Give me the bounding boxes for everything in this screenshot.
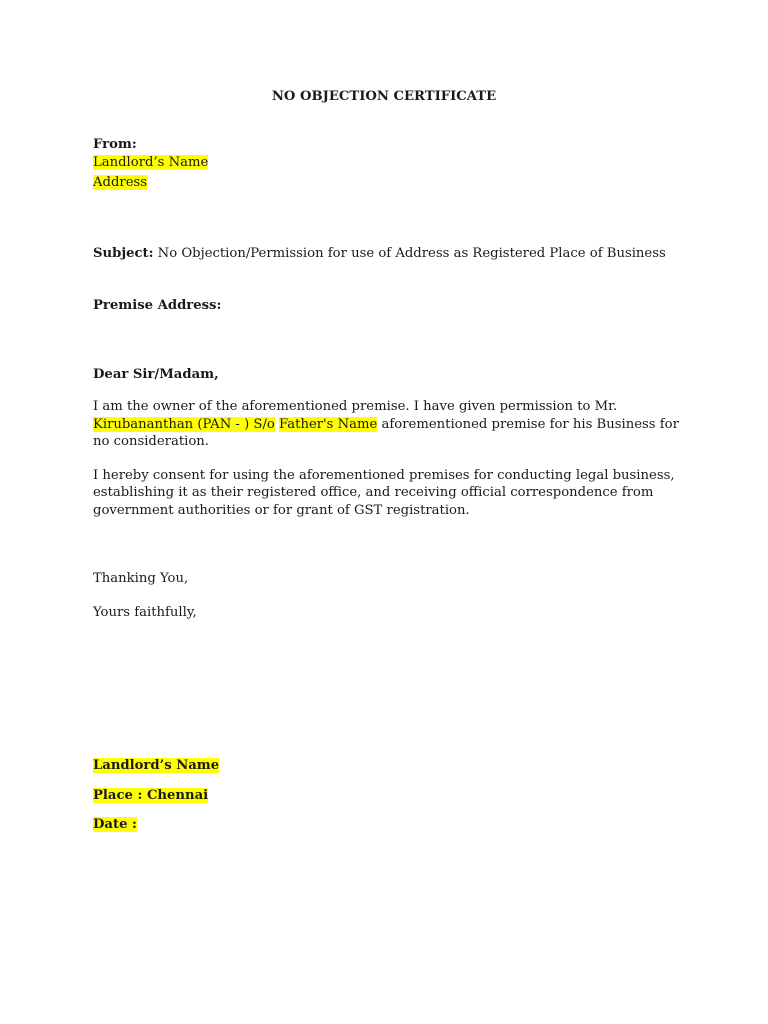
father-name: Father's Name: [279, 417, 378, 432]
para1-line2-rest: aforementioned premise for his Business for: [377, 417, 679, 432]
signature-landlord-name: Landlord’s Name: [93, 758, 220, 773]
from-label: From:: [93, 137, 137, 152]
para1-line2: [93, 416, 679, 433]
document-title: NO OBJECTION CERTIFICATE: [271, 89, 497, 104]
salutation: Dear Sir/Madam,: [93, 367, 219, 382]
subject-line: [93, 245, 666, 262]
tenant-name-pan: Kirubananthan (PAN - ) S/o: [93, 417, 275, 432]
para1-line3: no consideration.: [93, 434, 209, 449]
yours-faithfully: Yours faithfully,: [93, 605, 197, 620]
premise-address-label: Premise Address:: [93, 298, 222, 313]
subject-text: No Objection/Permission for use of Address as Registered Place of Business: [153, 246, 666, 261]
from-address: Address: [93, 175, 148, 190]
signature-place: Place : Chennai: [93, 788, 209, 803]
subject-label: Subject:: [93, 246, 154, 261]
para2-line1: I hereby consent for using the aforementioned premises for conducting legal business,: [93, 468, 675, 483]
thanking-you: Thanking You,: [93, 571, 189, 586]
signature-date: Date :: [93, 817, 137, 832]
para2-line3: government authorities or for grant of GST registration.: [93, 503, 470, 518]
para1-line1: I am the owner of the aforementioned premise. I have given permission to Mr.: [93, 399, 618, 414]
from-landlord-name: Landlord’s Name: [93, 155, 209, 170]
para2-line2: establishing it as their registered office, and receiving official correspondence from: [93, 485, 654, 500]
